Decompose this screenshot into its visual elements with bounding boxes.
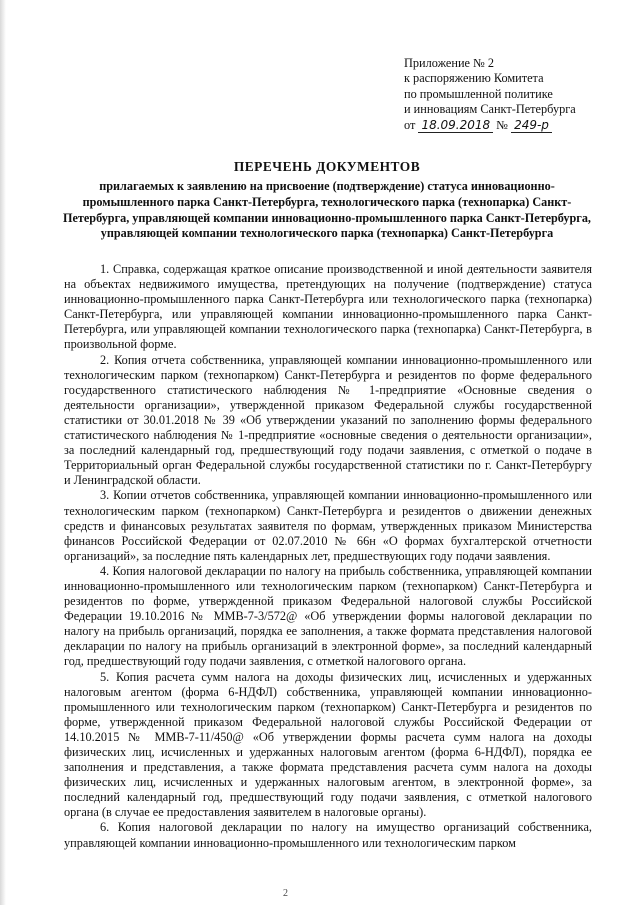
annex-title: Приложение № 2: [404, 56, 495, 70]
list-item: 2. Копия отчета собственника, управляющей компании инновационно-промышленного или технологическим парком (технопарком) Санкт-Петербурга и резидентов по форме федерального государственного статистического наблюдения № 1-предприятие «Основные сведения о деятельности организации», утвержденной приказом Федеральной службы государственной статистики от 30.01.2018 № 39 «Об утверждении указаний по заполнению формы федерального статистического наблюдения № 1-предприятие «основные сведения о деятельности организации», за последний календарный год, предшествующий году подачи заявления, с отметкой о подаче в Территориальный орган Федеральной службы государственной статистики по г. Санкт-Петербургу и Ленинградской области.: [64, 352, 592, 488]
date-prefix: от: [404, 117, 416, 132]
number-prefix: №: [496, 117, 508, 132]
handwritten-number: 249-р: [511, 118, 552, 133]
scan-edge: [0, 0, 6, 905]
annex-line-2: к распоряжению Комитета: [404, 71, 544, 86]
title-main: ПЕРЕЧЕНЬ ДОКУМЕНТОВ: [233, 159, 421, 174]
list-item: 5. Копия расчета сумм налога на доходы физических лиц, исчисленных и удержанных налоговым агентом (форма 6-НДФЛ) собственника, управляющей компании инновационно-промышленного или технологическим парком (технопарком) Санкт-Петербурга и резидентов по форме, утвержденной приказом Федеральной налоговой службы Российской Федерации от 14.10.2015 № ММВ-7-11/450@ «Об утверждении формы расчета сумм налога на доходы физических лиц, исчисленных и удержанных налоговым агентом (форма 6-НДФЛ), порядка ее заполнения и представления, а также формата представления расчета сумм налога на доходы физических лиц, исчисленных и удержанных налоговым агентом, в электронной форме», за последний календарный год, предшествующий году подачи заявления, с отметкой налогового органа (в случае ее предоставления заявителем в налоговые органы).: [64, 669, 592, 820]
list-item: 3. Копии отчетов собственника, управляющей компании инновационно-промышленного или технологическим парком (технопарком) Санкт-Петербурга и резидентов о движении денежных средств и финансовых результатах заявителя по формам, утвержденных приказом Министерства финансов Российской Федерации от 02.07.2010 № 66н «О формах бухгалтерской отчетности организаций», за последние пять календарных лет, предшествующих году подачи заявления.: [64, 488, 592, 563]
title-subtitle: прилагаемых к заявлению на присвоение (подтверждение) статуса инновационно-промышленного парка Санкт-Петербурга, технологического парка (технопарка) Санкт-Петербурга, управляющей компании инновационно-промышленного парка Санкт-Петербурга, управляющей компании технологического парка (технопарка) Санкт-Петербурга: [63, 179, 591, 241]
annex-line-3: по промышленной политике: [404, 86, 553, 101]
list-item: 4. Копия налоговой декларации по налогу на прибыль собственника, управляющей компании инновационно-промышленного или технологическим парком (технопарком) Санкт-Петербурга и резидентов по форме, утвержденной приказом Федеральной налоговой службы Российской Федерации 19.10.2016 № ММВ-7-3/572@ «Об утверждении формы налоговой декларации по налогу на прибыль организаций, порядка ее заполнения, а также формата представления налоговой декларации по налогу на прибыль организаций в электронной форме», за последний календарный год, предшествующий году подачи заявления, с отметкой налогового органа.: [64, 563, 592, 669]
list-item: 6. Копия налоговой декларации по налогу на имущество организаций собственника, управляющей компании инновационно-промышленного или технологическим парком: [64, 820, 592, 850]
page-number: 2: [283, 888, 288, 899]
handwritten-date: 18.09.2018: [418, 118, 493, 133]
annex-line-4: и инновациям Санкт-Петербурга: [404, 102, 576, 117]
annex-header: [404, 56, 624, 133]
annex-date-number: [404, 118, 624, 133]
document-title: [62, 158, 592, 242]
list-item: 1. Справка, содержащая краткое описание производственной и иной деятельности заявителя на объектах недвижимого имущества, претендующих на получение (подтверждение) статуса инновационно-промышленного парка Санкт-Петербурга или технологического парка (технопарка) Санкт-Петербурга, или управляющей компании инновационно-промышленного парка Санкт-Петербурга, или управляющей компании технологического парка (технопарка) Санкт-Петербурга, в произвольной форме.: [64, 262, 592, 352]
document-body: [64, 262, 592, 851]
